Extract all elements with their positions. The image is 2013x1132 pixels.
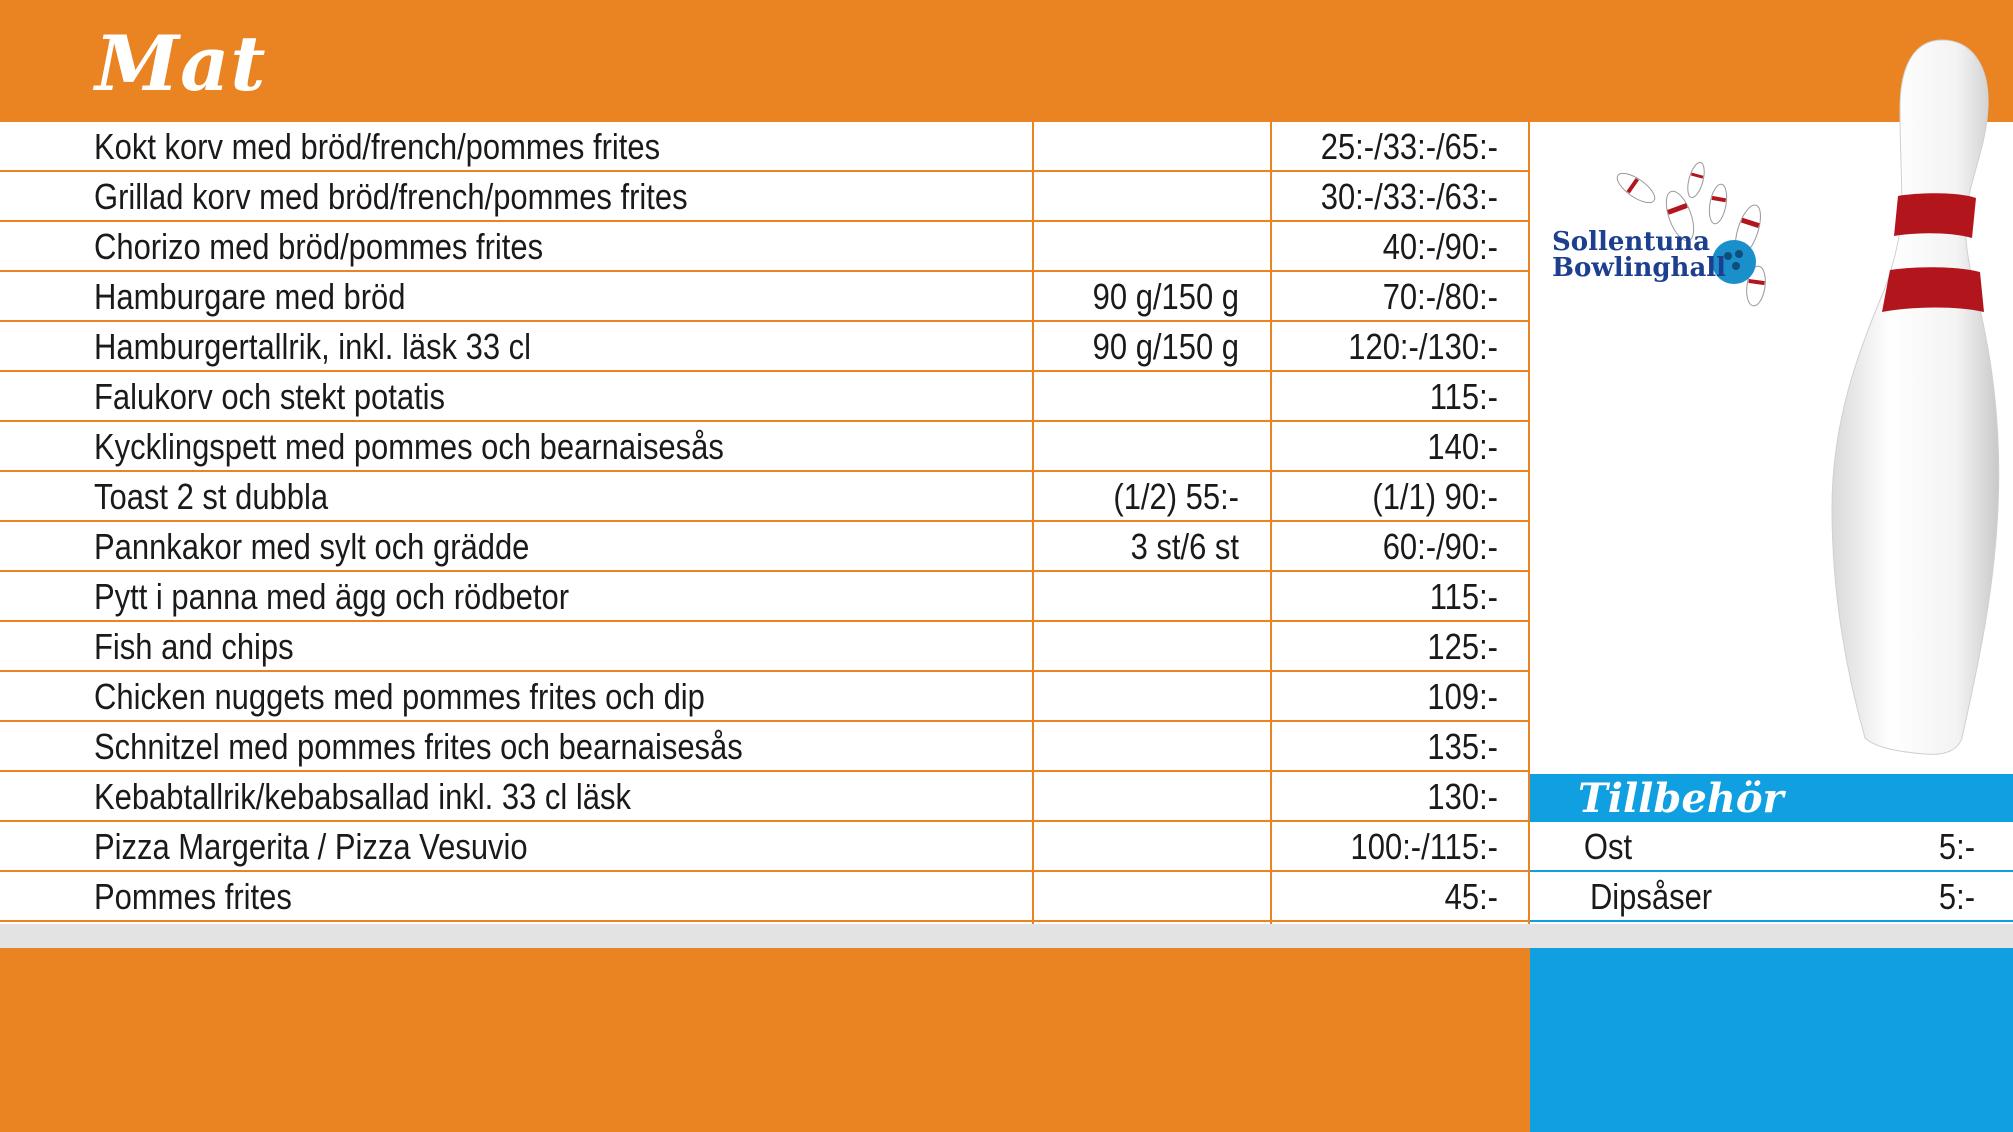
bowlinghall-logo — [1548, 158, 1828, 308]
item-name: Fish and chips — [94, 626, 294, 667]
item-name: Grillad korv med bröd/french/pommes frites — [94, 176, 688, 217]
item-size — [1063, 672, 1239, 720]
table-row — [0, 572, 1530, 622]
bowling-pin-icon — [1830, 38, 2005, 758]
item-size: (1/2) 55:- — [1113, 476, 1239, 517]
item-size — [1063, 372, 1239, 420]
item-price: 45:- — [1444, 876, 1498, 917]
item-size — [1063, 872, 1239, 920]
column-divider — [1270, 122, 1272, 924]
item-size: 90 g/150 g — [1092, 326, 1239, 367]
item-price: 130:- — [1427, 776, 1498, 817]
table-row — [0, 222, 1530, 272]
item-size: 90 g/150 g — [1092, 276, 1239, 317]
item-price: 140:- — [1427, 426, 1498, 467]
item-size — [1063, 772, 1239, 820]
table-row — [0, 472, 1530, 522]
item-price: 60:-/90:- — [1382, 526, 1498, 567]
item-name: Falukorv och stekt potatis — [94, 376, 446, 417]
logo-line-1: Sollentuna — [1552, 227, 1710, 257]
item-size: 3 st/6 st — [1130, 526, 1239, 567]
item-name: Chicken nuggets med pommes frites och dip — [94, 676, 705, 717]
table-row — [0, 322, 1530, 372]
item-price: 115:- — [1429, 376, 1498, 417]
table-row — [0, 822, 1530, 872]
item-price: 25:-/33:-/65:- — [1320, 126, 1498, 167]
item-price: 100:-/115:- — [1350, 826, 1498, 867]
accessory-name: Dipsåser — [1589, 876, 1713, 917]
list-item — [1530, 872, 2013, 922]
divider-strip — [0, 924, 2013, 948]
item-name: Pizza Margerita / Pizza Vesuvio — [94, 826, 528, 867]
item-size — [1063, 822, 1239, 870]
item-price: 109:- — [1427, 676, 1498, 717]
item-name: Pommes frites — [94, 876, 292, 917]
item-name: Kebabtallrik/kebabsallad inkl. 33 cl läsk — [94, 776, 631, 817]
table-row — [0, 722, 1530, 772]
footer-blue-block — [1530, 948, 2013, 1132]
item-price: 125:- — [1427, 626, 1498, 667]
table-row — [0, 122, 1530, 172]
item-size — [1063, 422, 1239, 470]
item-price: 135:- — [1427, 726, 1498, 767]
item-size — [1063, 622, 1239, 670]
item-size — [1063, 122, 1239, 170]
table-row — [0, 772, 1530, 822]
page-title: Mat — [95, 19, 267, 108]
column-divider — [1032, 122, 1034, 924]
table-row — [0, 872, 1530, 922]
logo-line-2: Bowlinghall — [1552, 253, 1727, 283]
item-name: Kokt korv med bröd/french/pommes frites — [94, 126, 661, 167]
item-name: Kycklingspett med pommes och bearnaisesås — [94, 426, 724, 467]
item-price: 30:-/33:-/63:- — [1320, 176, 1498, 217]
item-size — [1063, 572, 1239, 620]
table-row — [0, 172, 1530, 222]
accessories-title: Tillbehör — [1578, 775, 1784, 822]
table-row — [0, 272, 1530, 322]
item-name: Hamburgertallrik, inkl. läsk 33 cl — [94, 326, 532, 367]
list-item — [1530, 822, 2013, 872]
item-size — [1063, 172, 1239, 220]
item-name: Chorizo med bröd/pommes frites — [94, 226, 544, 267]
item-price: 40:-/90:- — [1382, 226, 1498, 267]
item-name: Pannkakor med sylt och grädde — [94, 526, 530, 567]
header-bar — [0, 0, 2013, 122]
item-name: Hamburgare med bröd — [94, 276, 406, 317]
table-row — [0, 372, 1530, 422]
accessory-name: Ost — [1583, 826, 1633, 867]
accessory-price: 5:- — [1938, 826, 1975, 867]
footer-orange-block — [0, 948, 1530, 1132]
item-price: 70:-/80:- — [1382, 276, 1498, 317]
item-size — [1063, 722, 1239, 770]
table-row — [0, 522, 1530, 572]
table-row — [0, 672, 1530, 722]
item-name: Toast 2 st dubbla — [94, 476, 329, 517]
item-name: Schnitzel med pommes frites och bearnaisesås — [94, 726, 743, 767]
table-row — [0, 622, 1530, 672]
item-price: 120:-/130:- — [1348, 326, 1498, 367]
item-price: 115:- — [1429, 576, 1498, 617]
accessory-price: 5:- — [1938, 876, 1975, 917]
item-price: (1/1) 90:- — [1372, 476, 1498, 517]
table-row — [0, 422, 1530, 472]
item-name: Pytt i panna med ägg och rödbetor — [94, 576, 570, 617]
item-size — [1063, 222, 1239, 270]
accessories-header — [1530, 774, 2013, 822]
